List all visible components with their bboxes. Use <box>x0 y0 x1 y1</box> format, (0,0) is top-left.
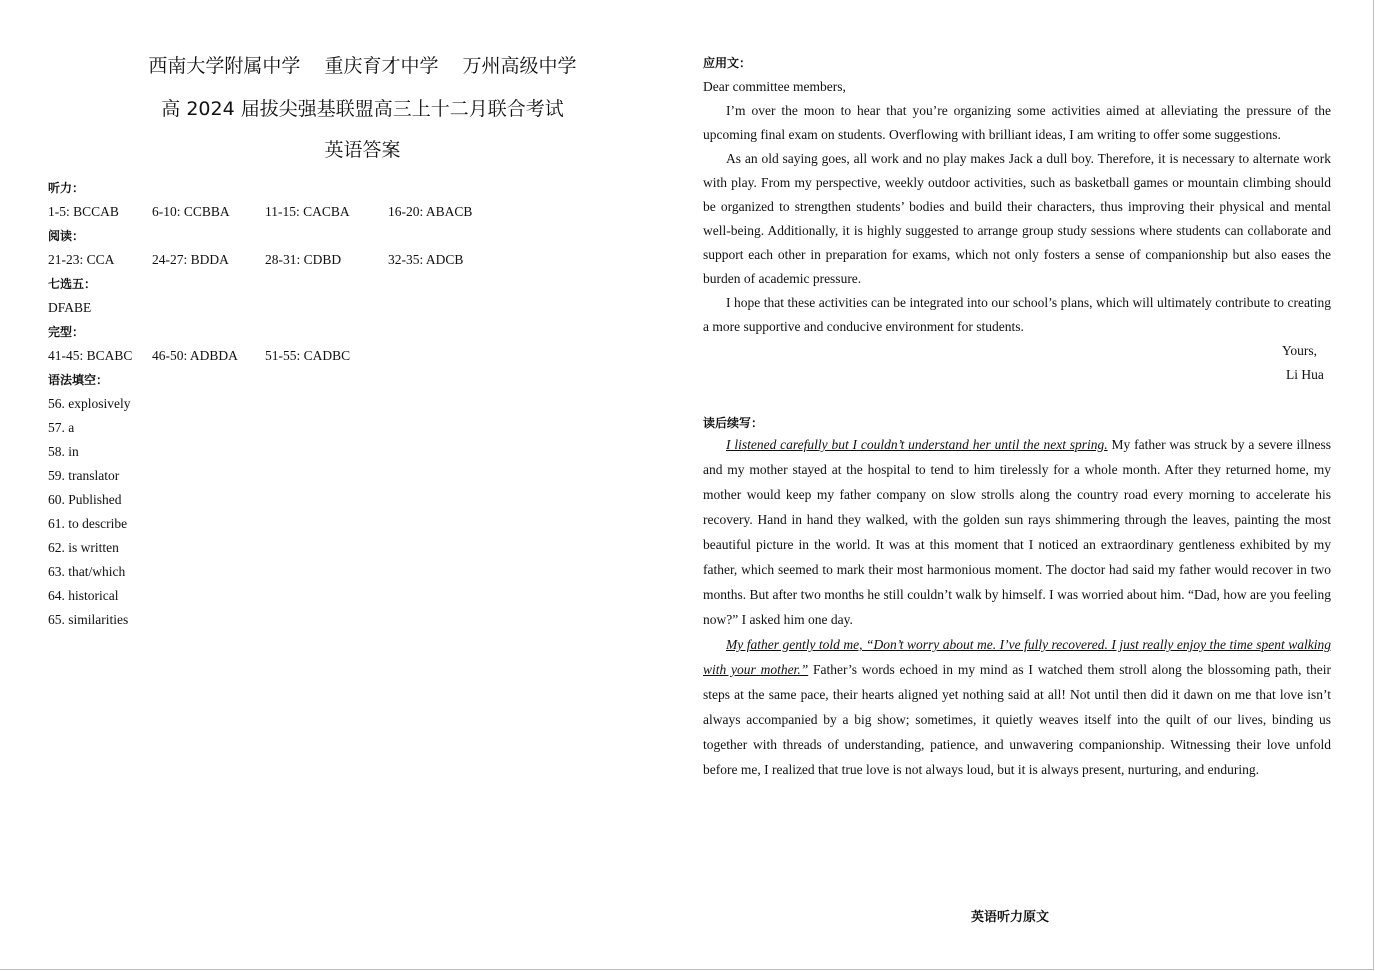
grammar-answer: 61. to describe <box>48 516 128 531</box>
school-name: 重庆育才中学 <box>324 55 439 77</box>
grammar-label: 语法填空： <box>48 373 109 387</box>
story-text: Father’s words echoed in my mind as I watched them stroll along the blossoming path, their steps at the same pace, their hearts aligned yet nothing said at all! Not until then did it dawn on me that love isn’t always accompanied by a big show; sometimes, it quietly weaves itself into the quilt of our lives, binding us together with threads of understanding, patience, and unwavering companionship. Witnessing their love unfold before me, I realized that true love is not always loud, but it is always present, nurturing, and enduring. <box>703 662 1331 777</box>
story-body <box>703 432 1331 782</box>
grammar-answer: 64. historical <box>48 588 119 603</box>
listening-transcript-title: 英语听力原文 <box>971 910 1050 925</box>
grammar-answer: 58. in <box>48 444 79 459</box>
answer-group: 41-45: BCABC <box>48 348 133 363</box>
given-opening-sentence: My father gently told me, “Don’t worry about me. I’ve fully recovered. I just really enjoy the time spent walking with your mother.” <box>703 637 1331 677</box>
answer-title: 英语答案 <box>324 139 401 161</box>
story-text: My father was struck by a severe illness and my mother stayed at the hospital to tend to him tirelessly for a whole month. After they returned home, my mother would keep my father company on slow strolls along the country road every morning to accelerate his recovery. Hand in hand they walked, with the golden sun rays shimmering through the leaves, painting the most beautiful picture in the world. It was at this moment that I noticed an extraordinary gentleness exhibited by my father, which seemed to mark their most harmonious moment. The doctor had said my father would recover in two months. But after two months he still couldn’t walk by himself. I was worried about him. “Dad, how are you feeling now?” I asked him one day. <box>703 437 1331 627</box>
continuation-label: 读后续写： <box>703 416 764 430</box>
answer-group: 11-15: CACBA <box>265 204 350 219</box>
letter-body <box>703 75 1331 339</box>
grammar-answer: 62. is written <box>48 540 119 555</box>
story-paragraph <box>703 432 1331 632</box>
grammar-answer: 56. explosively <box>48 396 131 411</box>
reading-label: 阅读： <box>48 229 85 243</box>
grammar-answer: 63. that/which <box>48 564 126 579</box>
letter-closing: Yours, <box>1282 343 1318 358</box>
seven-choose-five-answer: DFABE <box>48 300 92 315</box>
answer-group: 46-50: ADBDA <box>152 348 238 363</box>
writing-label: 应用文： <box>703 56 752 70</box>
cloze-label: 完型： <box>48 325 85 339</box>
answer-group: 21-23: CCA <box>48 252 115 267</box>
letter-paragraph: As an old saying goes, all work and no play makes Jack a dull boy. Therefore, it is necessary to alternate work with play. From my perspective, weekly outdoor activities, such as basketball games or mountain climbing should be organized to strengthen students’ bodies and build their characters, thus improving their physical and mental well-being. Additionally, it is highly suggested to arrange group study sessions where students can collaborate and support each other in preparation for exams, which not only fosters a sense of companionship but also eases the burden of academic pressure. <box>703 151 1331 286</box>
answer-group: 24-27: BDDA <box>152 252 229 267</box>
school-name: 万州高级中学 <box>462 55 577 77</box>
grammar-answer: 59. translator <box>48 468 120 483</box>
letter-paragraph: I’m over the moon to hear that you’re organizing some activities aimed at alleviating the pressure of the upcoming final exam on students. Overflowing with brilliant ideas, I am writing to offer some suggestions. <box>703 103 1331 142</box>
grammar-answer: 57. a <box>48 420 75 435</box>
answer-group: 32-35: ADCB <box>388 252 464 267</box>
listening-label: 听力： <box>48 181 85 195</box>
answer-group: 28-31: CDBD <box>265 252 342 267</box>
seven-choose-five-label: 七选五： <box>48 277 97 291</box>
given-opening-sentence: I listened carefully but I couldn’t understand her until the next spring. <box>726 437 1108 452</box>
letter-salutation: Dear committee members, <box>703 79 846 94</box>
answer-group: 6-10: CCBBA <box>152 204 230 219</box>
grammar-answer: 65. similarities <box>48 612 129 627</box>
story-paragraph <box>703 632 1331 782</box>
school-name: 西南大学附属中学 <box>148 55 301 77</box>
school-names <box>0 51 725 78</box>
answer-group: 51-55: CADBC <box>265 348 351 363</box>
answer-group: 16-20: ABACB <box>388 204 473 219</box>
answer-group: 1-5: BCCAB <box>48 204 119 219</box>
exam-title: 高 2024 届拔尖强基联盟高三上十二月联合考试 <box>161 98 564 120</box>
grammar-answer: 60. Published <box>48 492 122 507</box>
letter-paragraph: I hope that these activities can be integrated into our school’s plans, which will ultimately contribute to creating a more supportive and conducive environment for students. <box>703 295 1331 334</box>
letter-signature: Li Hua <box>1286 367 1324 382</box>
